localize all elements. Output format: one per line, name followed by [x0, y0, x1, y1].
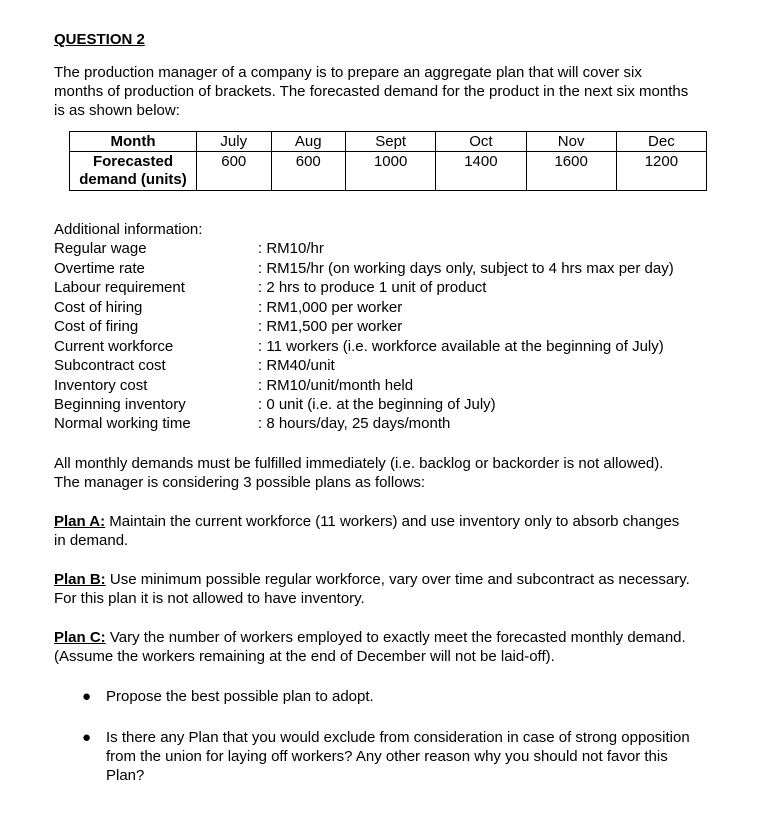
demand-header-line: Forecasted	[92, 153, 174, 170]
info-key: Subcontract cost	[54, 357, 166, 374]
note-line: All monthly demands must be fulfilled immediately (i.e. backlog or backorder is not allowed).	[54, 455, 664, 472]
info-key: Current workforce	[54, 338, 174, 355]
plan-c-heading: Plan C:	[54, 629, 106, 646]
info-key: Overtime rate	[54, 260, 145, 277]
intro-line: months of production of brackets. The forecasted demand for the product in the next six months	[54, 83, 689, 100]
plan-b-text: Use minimum possible regular workforce, vary over time and subcontract as necessary.	[105, 571, 690, 588]
note-line: The manager is considering 3 possible plans as follows:	[54, 474, 426, 491]
bullet-text: Propose the best possible plan to adopt.	[106, 688, 374, 705]
demand-header	[70, 152, 197, 191]
bullet-text: Is there any Plan that you would exclude from consideration in case of strong opposition	[106, 729, 690, 746]
month-cell: Aug	[271, 132, 346, 152]
info-value: : RM10/unit/month held	[258, 377, 414, 394]
plan-a	[54, 512, 734, 550]
month-cell: July	[197, 132, 272, 152]
info-key: Inventory cost	[54, 377, 148, 394]
info-key: Beginning inventory	[54, 396, 186, 413]
demand-table	[69, 131, 707, 191]
intro-line: The production manager of a company is to prepare an aggregate plan that will cover six	[54, 64, 642, 81]
info-value: : RM1,000 per worker	[258, 299, 403, 316]
info-value: : 11 workers (i.e. workforce available at the beginning of July)	[258, 338, 664, 355]
table-row-month	[70, 132, 707, 152]
month-header: Month	[70, 132, 197, 152]
plan-a-heading: Plan A:	[54, 513, 106, 530]
plan-c	[54, 628, 734, 666]
intro-paragraph	[54, 63, 744, 120]
info-value: : RM1,500 per worker	[258, 318, 403, 335]
plan-a-text: Maintain the current workforce (11 workers) and use inventory only to absorb changes	[105, 513, 680, 530]
info-key: Normal working time	[54, 415, 191, 432]
plan-a-text-line2: in demand.	[54, 532, 129, 549]
plan-b	[54, 570, 734, 608]
demand-header-line: demand (units)	[79, 171, 187, 188]
demand-note	[54, 454, 734, 492]
question-title: QUESTION 2	[54, 31, 145, 48]
month-cell: Nov	[526, 132, 616, 152]
info-value: : 0 unit (i.e. at the beginning of July)	[258, 396, 496, 413]
info-key: Regular wage	[54, 240, 147, 257]
demand-cell: 1400	[436, 152, 526, 191]
info-key: Labour requirement	[54, 279, 185, 296]
plan-c-text: Vary the number of workers employed to exactly meet the forecasted monthly demand.	[105, 629, 686, 646]
demand-cell: 600	[197, 152, 272, 191]
info-value: : RM15/hr (on working days only, subject to 4 hrs max per day)	[258, 260, 674, 277]
demand-cell: 600	[271, 152, 346, 191]
intro-line: is as shown below:	[54, 102, 180, 119]
bullet-icon: ●	[82, 688, 92, 705]
month-cell: Oct	[436, 132, 526, 152]
plan-c-text-line2: (Assume the workers remaining at the end of December will not be laid-off).	[54, 648, 555, 665]
bullet-icon: ●	[82, 729, 92, 746]
info-value: : 8 hours/day, 25 days/month	[258, 415, 451, 432]
demand-cell: 1000	[346, 152, 436, 191]
info-value: : 2 hrs to produce 1 unit of product	[258, 279, 487, 296]
month-cell: Sept	[346, 132, 436, 152]
bullet-text: from the union for laying off workers? Any other reason why you should not favor this	[106, 748, 668, 765]
month-cell: Dec	[616, 132, 706, 152]
plan-b-heading: Plan B:	[54, 571, 106, 588]
info-key: Cost of hiring	[54, 299, 143, 316]
demand-cell: 1600	[526, 152, 616, 191]
bullet-text: Plan?	[106, 767, 145, 784]
info-key: Cost of firing	[54, 318, 139, 335]
table-row-demand	[70, 152, 707, 191]
demand-cell: 1200	[616, 152, 706, 191]
info-value: : RM40/unit	[258, 357, 335, 374]
plan-b-text-line2: For this plan it is not allowed to have inventory.	[54, 590, 365, 607]
additional-info-heading: Additional information:	[54, 221, 203, 238]
info-value: : RM10/hr	[258, 240, 324, 257]
